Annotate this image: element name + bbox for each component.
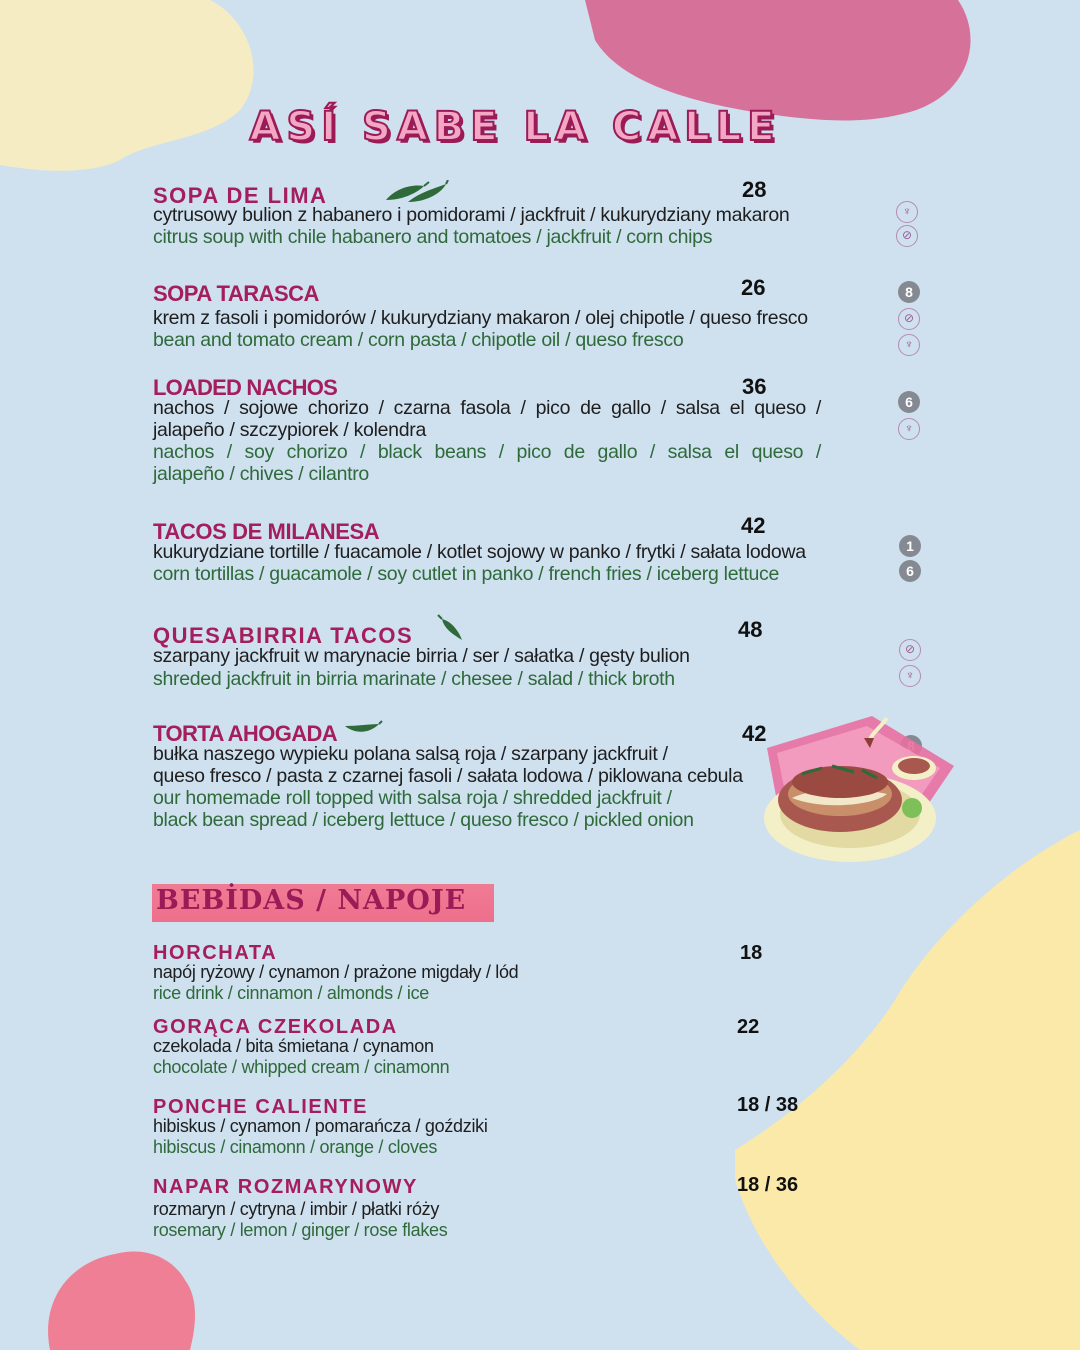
menu-item-loaded-nachos: [153, 374, 873, 487]
allergen-number-badge: 8: [898, 281, 920, 303]
drink-item-napar-rozmarynowy: [153, 1174, 873, 1241]
item-desc-pl: czekolada / bita śmietana / cynamon: [153, 1036, 434, 1056]
item-name: SOPA TARASCA: [153, 281, 319, 306]
torta-illustration: [762, 708, 957, 868]
item-price: 18 / 38: [737, 1094, 799, 1116]
item-desc-en: rosemary / lemon / ginger / rose flakes: [153, 1220, 448, 1240]
pink-blob-top-right: [585, 0, 971, 120]
item-name: HORCHATA: [153, 942, 278, 964]
item-price: 18: [740, 942, 763, 964]
item-desc-pl: szarpany jackfruit w marynacie birria / ser / sałatka / gęsty bulion: [153, 645, 690, 667]
item-price: 26: [741, 275, 766, 300]
item-name: LOADED NACHOS: [153, 375, 337, 400]
item-price: 18 / 36: [737, 1174, 799, 1196]
item-desc-pl: napój ryżowy / cynamon / prażone migdały / lód: [153, 962, 519, 982]
item-name: NAPAR ROZMARYNOWY: [153, 1176, 418, 1198]
item-name: TORTA AHOGADA: [153, 721, 338, 746]
item-desc-pl: cytrusowy bulion z habanero i pomidorami / jackfruit / kukurydziany makaron: [153, 204, 790, 226]
item-price: 28: [742, 177, 767, 202]
allergen-number-badge: 6: [899, 560, 921, 582]
vegan-icon: ♆: [898, 334, 920, 356]
allergen-number-badge: 1: [899, 535, 921, 557]
gluten-free-icon: ⊘: [899, 639, 921, 661]
item-desc-en: rice drink / cinnamon / almonds / ice: [153, 983, 430, 1003]
item-name: PONCHE CALIENTE: [153, 1096, 369, 1118]
item-desc-en-line1: our homemade roll topped with salsa roja / shredded jackfruit /: [153, 787, 672, 809]
gluten-free-icon: ⊘: [898, 308, 920, 330]
item-desc-en-line1: nachos / soy chorizo / black beans / pico de gallo / salsa el queso /: [153, 441, 821, 463]
vegan-icon: ♆: [899, 665, 921, 687]
item-price: 42: [741, 513, 766, 538]
item-desc-en: corn tortillas / guacamole / soy cutlet in panko / french fries / iceberg lettuce: [153, 563, 780, 585]
item-name: QUESABIRRIA TACOS: [153, 623, 414, 648]
item-desc-en-line2: jalapeño / chives / cilantro: [153, 463, 369, 485]
drink-item-goraca-czekolada: [153, 1017, 873, 1081]
item-price: 22: [737, 1016, 760, 1038]
drink-item-horchata: [153, 943, 873, 1007]
item-desc-pl: kukurydziane tortille / fuacamole / kotlet sojowy w panko / frytki / sałata lodowa: [153, 541, 806, 563]
drinks-heading: BEBİDAS / NAPOJE: [156, 885, 467, 916]
yellow-blob-right: [735, 830, 1080, 1350]
drink-item-ponche-caliente: [153, 1094, 873, 1161]
item-desc-pl: hibiskus / cynamon / pomarańcza / goździki: [153, 1116, 488, 1136]
item-desc-pl-line1: nachos / sojowe chorizo / czarna fasola / pico de gallo / salsa el queso /: [153, 397, 821, 419]
item-name: GORĄCA CZEKOLADA: [153, 1016, 398, 1038]
menu-item-tacos-de-milanesa: [153, 513, 873, 591]
menu-item-sopa-de-lima: [153, 177, 873, 255]
item-desc-en: shreded jackfruit in birria marinate / chesee / salad / thick broth: [153, 668, 675, 690]
item-desc-pl-line2: queso fresco / pasta z czarnej fasoli / sałata lodowa / piklowana cebula: [153, 765, 743, 787]
item-price: 36: [742, 374, 767, 399]
item-price: 48: [738, 617, 763, 642]
item-desc-pl: krem z fasoli i pomidorów / kukurydziany makaron / olej chipotle / queso fresco: [153, 307, 808, 329]
page-title: ASÍ SABE LA CALLE: [249, 104, 781, 150]
vegan-icon: ♆: [898, 418, 920, 440]
item-desc-pl-line2: jalapeño / szczypiorek / kolendra: [153, 419, 427, 441]
vegan-icon: ♆: [896, 201, 918, 223]
item-name: SOPA DE LIMA: [153, 183, 328, 208]
item-name: TACOS DE MILANESA: [153, 519, 380, 544]
pink-blob-bottom-left: [48, 1252, 195, 1350]
gluten-free-icon: ⊘: [896, 225, 918, 247]
item-price: 42: [742, 721, 767, 746]
item-desc-en: bean and tomato cream / corn pasta / chipotle oil / queso fresco: [153, 329, 684, 351]
item-desc-en: hibiscus / cinamonn / orange / cloves: [153, 1137, 438, 1157]
item-desc-pl-line1: bułka naszego wypieku polana salsą roja / szarpany jackfruit /: [153, 743, 668, 765]
item-desc-en: chocolate / whipped cream / cinamonn: [153, 1057, 450, 1077]
chili-pepper-icon: [436, 613, 466, 643]
item-desc-en: citrus soup with chile habanero and tomatoes / jackfruit / corn chips: [153, 226, 713, 248]
chili-pepper-icon: [343, 718, 383, 738]
menu-item-quesabirria-tacos: [153, 617, 873, 695]
menu-item-sopa-tarasca: [153, 275, 873, 353]
item-desc-pl: rozmaryn / cytryna / imbir / płatki róży: [153, 1199, 440, 1219]
item-desc-en-line2: black bean spread / iceberg lettuce / queso fresco / pickled onion: [153, 809, 694, 831]
allergen-number-badge: 6: [898, 391, 920, 413]
chili-pepper-icon: [382, 180, 450, 206]
